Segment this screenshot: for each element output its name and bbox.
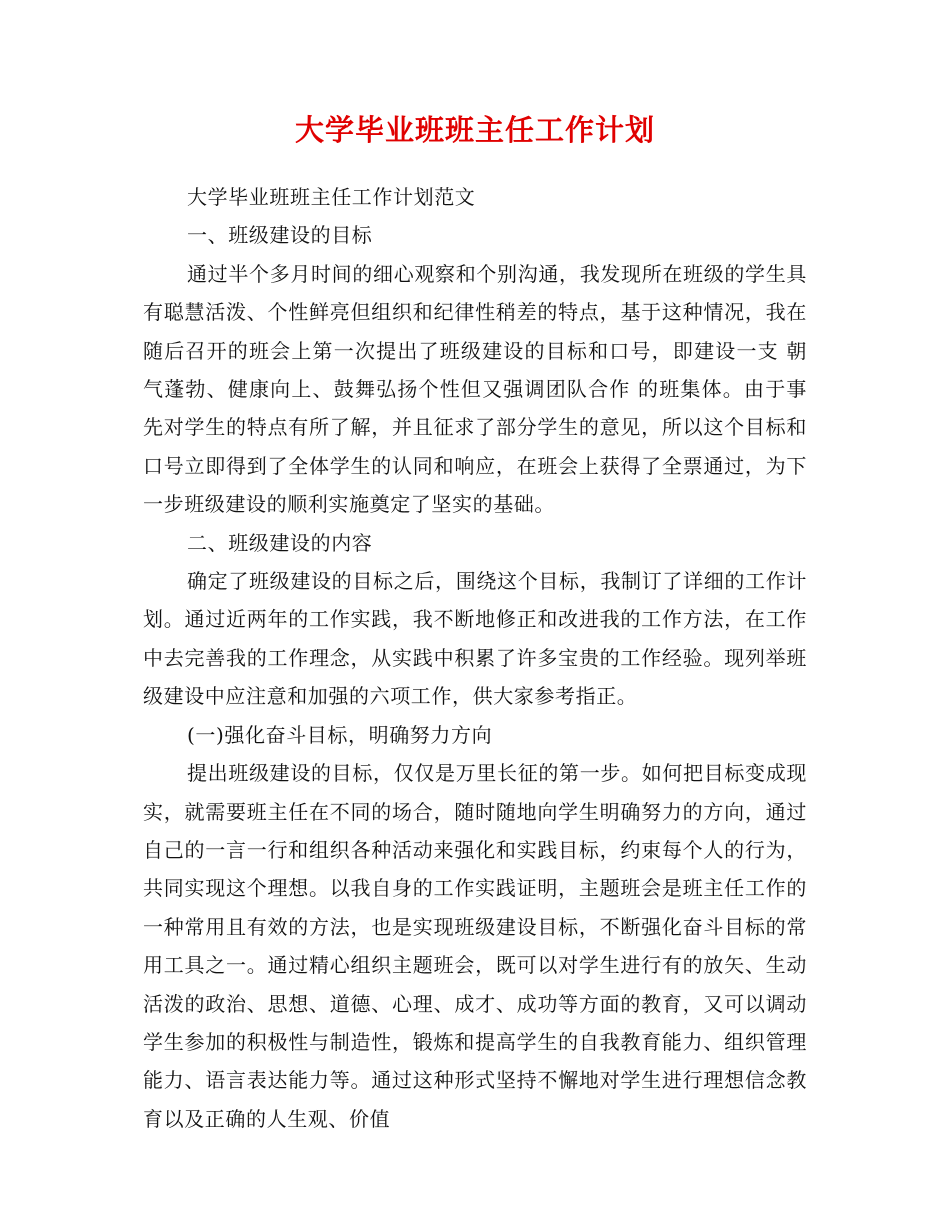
body-paragraph: 提出班级建设的目标，仅仅是万里长征的第一步。如何把目标变成现实，就需要班主任在不同的场合，随时随地向学生明确努力的方向，通过自己的一言一行和组织各种活动来强化和实践目标，约束每个人的行为，共同实现这个理想。以我自身的工作实践证明，主题班会是班主任工作的一种常用且有效的方法，也是实现班级建设目标，不断强化奋斗目标的常用工具之一。通过精心组织主题班会，既可以对学生进行有的放矢、生动活泼的政治、思想、道德、心理、成才、成功等方面的教育，又可以调动学生参加的积极性与制造性，锻炼和提高学生的自我教育能力、组织管理能力、语言表达能力等。通过这种形式坚持不懈地对学生进行理想信念教育以及正确的人生观、价值 [143,761,807,1131]
document-body [143,178,807,1138]
document-title: 大学毕业班班主任工作计划 [294,113,655,147]
section-heading-goals: 一、班级建设的目标 [187,223,373,248]
body-paragraph: 确定了班级建设的目标之后，围绕这个目标，我制订了详细的工作计划。通过近两年的工作实践，我不断地修正和改进我的工作方法，在工作中去完善我的工作理念，从实践中积累了许多宝贵的工作经验。现列举班级建设中应注意和加强的六项工作，供大家参考指正。 [143,569,807,709]
body-paragraph: 通过半个多月时间的细心观察和个别沟通，我发现所在班级的学生具有聪慧活泼、个性鲜亮但组织和纪律性稍差的特点，基于这种情况，我在随后召开的班会上第一次提出了班级建设的目标和口号，即建设一支 朝气蓬勃、健康向上、鼓舞弘扬个性但又强调团队合作 的班集体。由于事先对学生的特点有所了解，并且征求了部分学生的意见，所以这个目标和口号立即得到了全体学生的认同和响应，在班会上获得了全票通过，为下一步班级建设的顺利实施奠定了坚实的基础。 [143,261,807,517]
section-heading-content: 二、班级建设的内容 [187,530,373,555]
subsection-heading: (一)强化奋斗目标，明确努力方向 [187,722,493,747]
subtitle-paragraph: 大学毕业班班主任工作计划范文 [187,185,476,209]
